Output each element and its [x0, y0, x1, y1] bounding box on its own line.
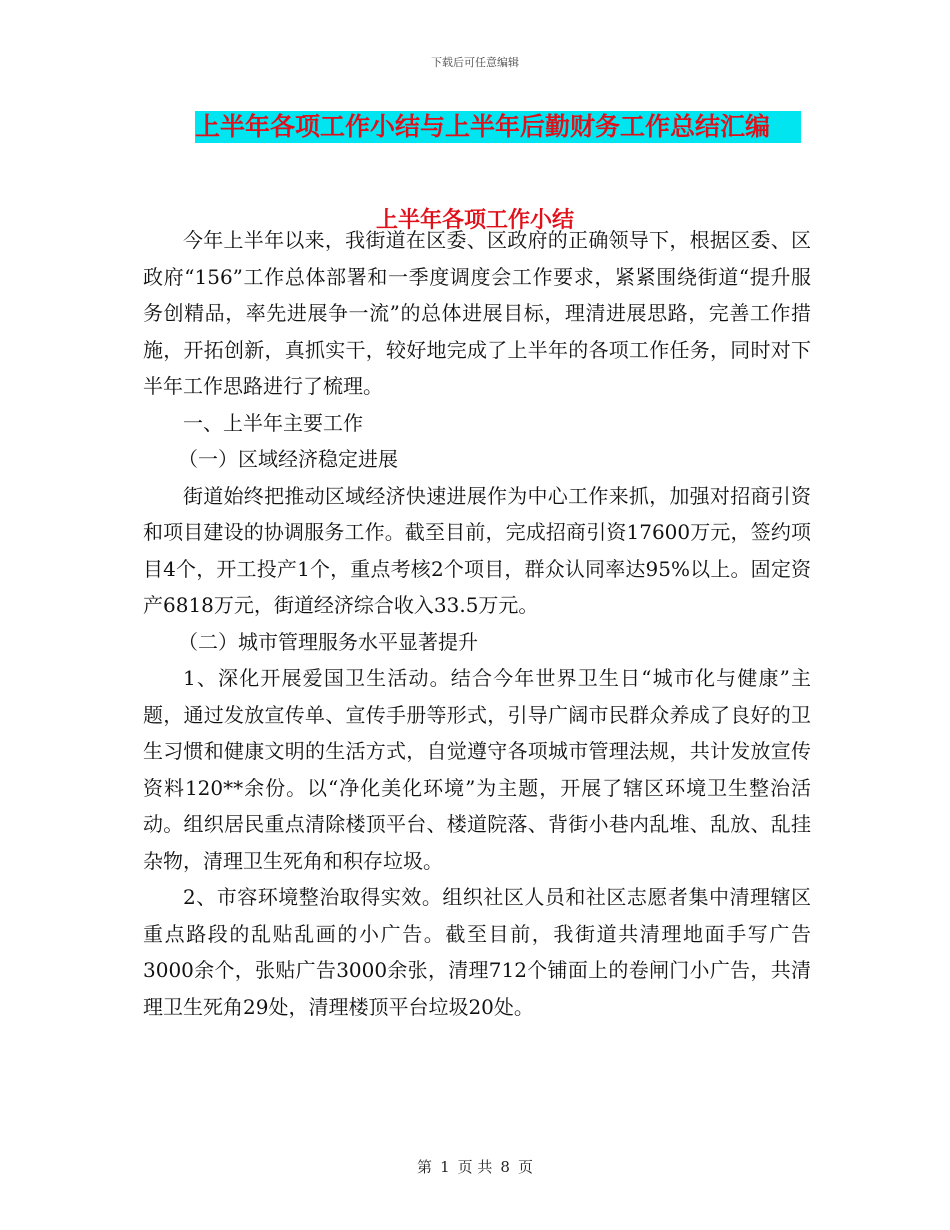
heading-city-management: （二）城市管理服务水平显著提升 [178, 629, 478, 654]
page-label-mid: 页 共 [457, 1158, 493, 1176]
page-footer [0, 1156, 950, 1177]
document-main-title: 上半年各项工作小结与上半年后勤财务工作总结汇编 [195, 111, 801, 143]
section-title: 上半年各项工作小结 [375, 208, 574, 233]
page-current: 1 [440, 1158, 450, 1176]
heading-regional-economy: （一）区域经济稳定进展 [178, 447, 398, 471]
page-label-suffix: 页 [517, 1158, 533, 1176]
page-total: 8 [500, 1158, 510, 1176]
paragraph-economy: 街道始终把推动区域经济快速进展作为中心工作来抓，加强对招商引资和项目建设的协调服务工作。截至目前，完成招商引资17600万元，签约项目4个，开工投产1个，重点考核2个项目，群众认同率达95%以上。固定资产6818万元，街道经济综合收入33.5万元。 [143, 483, 811, 617]
document-body [143, 222, 811, 1025]
page-label-prefix: 第 [417, 1158, 433, 1176]
heading-main-work: 一、上半年主要工作 [183, 410, 363, 435]
paragraph-intro: 今年上半年以来，我街道在区委、区政府的正确领导下，根据区委、区政府“156”工作总体部署和一季度调度会工作要求，紧紧围绕街道“提升服务创精品，率先进展争一流”的总体进展目标，理清进展思路，完善工作措施，开拓创新，真抓实干，较好地完成了上半年的各项工作任务，同时对下半年工作思路进行了梳理。 [143, 228, 811, 398]
paragraph-environment: 2、市容环境整治取得实效。组织社区人员和社区志愿者集中清理辖区重点路段的乱贴乱画的小广告。截至目前，我街道共清理地面手写广告3000余个，张贴广告3000余张，清理712个铺面上的卷闸门小广告，共清理卫生死角29处，清理楼顶平台垃圾20处。 [143, 885, 811, 1019]
header-note: 下载后可任意编辑 [431, 56, 519, 69]
paragraph-hygiene: 1、深化开展爱国卫生活动。结合今年世界卫生日“城市化与健康”主题，通过发放宣传单、宣传手册等形式，引导广阔市民群众养成了良好的卫生习惯和健康文明的生活方式，自觉遵守各项城市管理法规，共计发放宣传资料120**余份。以“净化美化环境”为主题，开展了辖区环境卫生整治活动。组织居民重点清除楼顶平台、楼道院落、背街小巷内乱堆、乱放、乱挂杂物，清理卫生死角和积存垃圾。 [143, 666, 811, 873]
